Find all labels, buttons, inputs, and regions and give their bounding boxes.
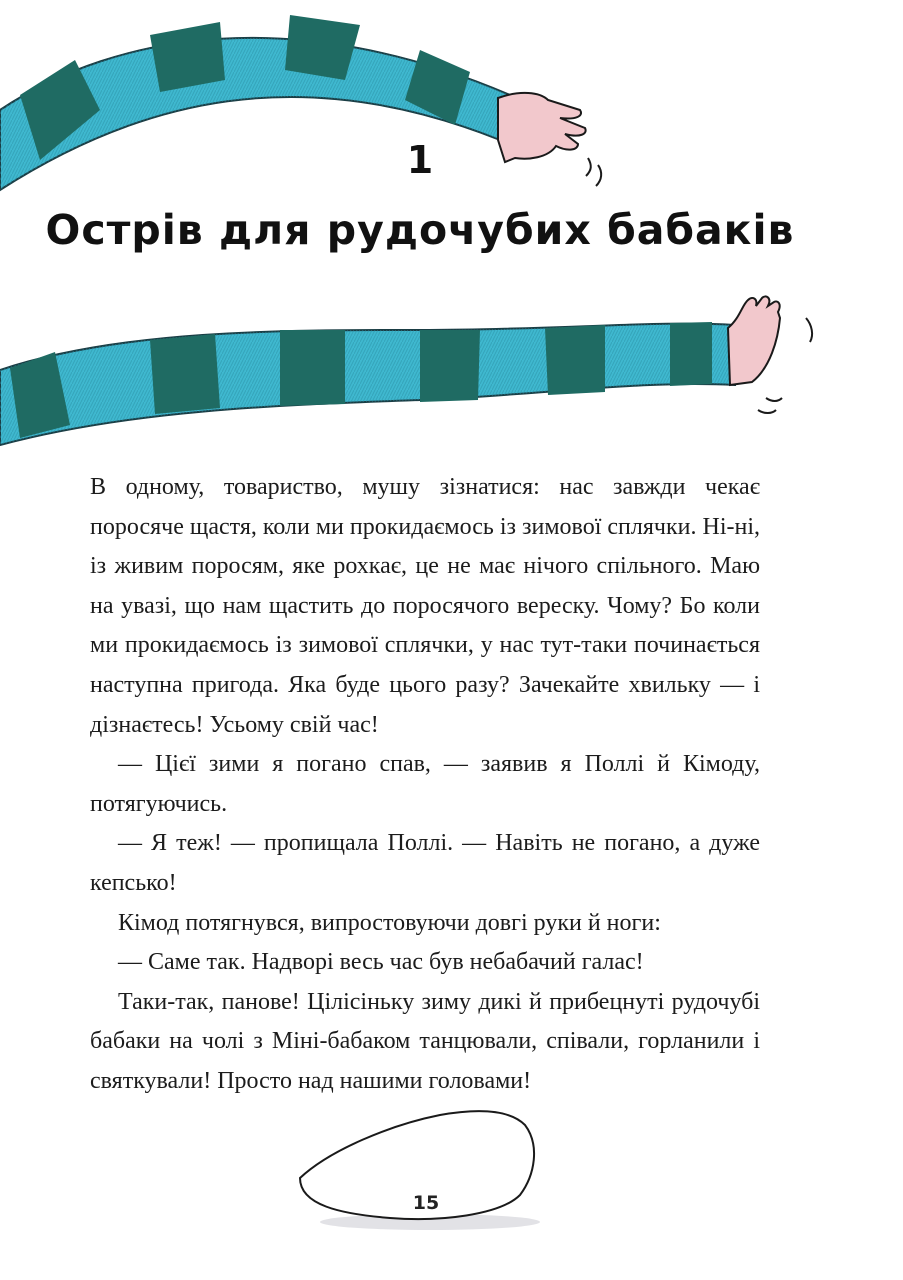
page-number: 15 xyxy=(412,1192,440,1214)
chapter-number: 1 xyxy=(406,138,434,182)
paragraph: — Саме так. Надворі весь час був небабачий галас! xyxy=(118,949,644,976)
chapter-title: Острів для рудочубих бабаків xyxy=(45,206,795,254)
paragraph: В одному, товариство, мушу зізнатися: нас завжди чекає поросяче щастя, коли ми прокидаємось із зимової сплячки. Ні-ні, із живим поросям, яке рохкає, це не має нічого спільного. Маю на увазі, що нам щастить до поросячого вереску. Чому? Бо коли ми прокидаємось із зимової сплячки, у нас тут-таки починається наступна пригода. Яка буде цього разу? Зачекайте хвильку — і дізнаєтесь! Усьому свій час! xyxy=(90,474,760,738)
body-text xyxy=(90,468,760,1102)
paragraph: — Цієї зими я погано спав, — заявив я Поллі й Кімоду, потягуючись. xyxy=(90,751,760,817)
striped-arm-bottom-illustration xyxy=(0,296,812,445)
paragraph: Таки-так, панове! Цілісіньку зиму дикі й прибецнуті рудочубі бабаки на чолі з Міні-бабаком танцювали, співали, горланили і святкували! Просто над нашими головами! xyxy=(90,988,760,1094)
paragraph: Кімод потягнувся, випростовуючи довгі руки й ноги: xyxy=(118,909,661,936)
paragraph: — Я теж! — пропищала Поллі. — Навіть не погано, а дуже кепсько! xyxy=(90,830,760,896)
